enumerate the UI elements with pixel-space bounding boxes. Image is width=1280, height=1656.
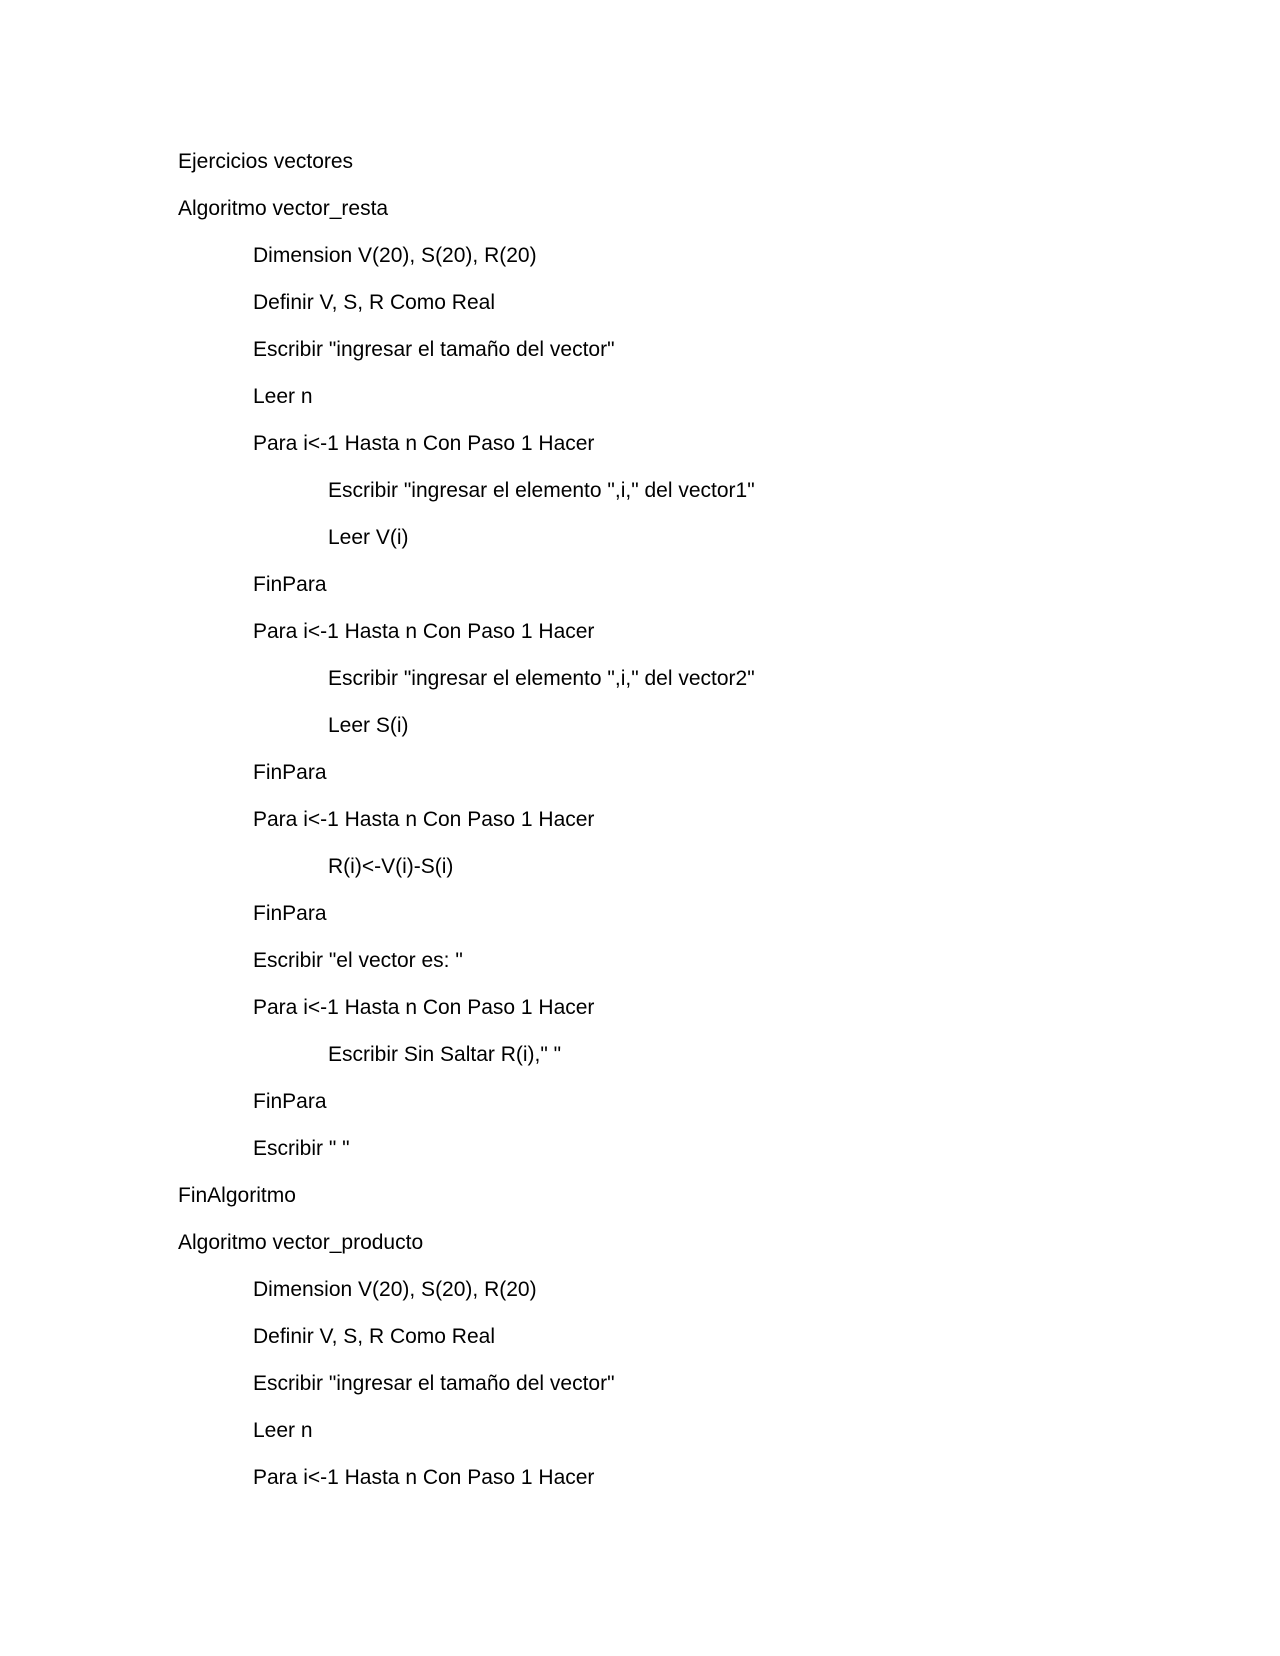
code-line: Para i<-1 Hasta n Con Paso 1 Hacer (253, 808, 595, 831)
document-title: Ejercicios vectores (178, 150, 354, 173)
code-line: Escribir " " (253, 1137, 350, 1160)
code-line: Para i<-1 Hasta n Con Paso 1 Hacer (253, 1466, 595, 1489)
code-line: FinPara (253, 761, 327, 784)
code-line: Definir V, S, R Como Real (253, 291, 495, 314)
code-line: Leer S(i) (328, 714, 409, 737)
code-line: R(i)<-V(i)-S(i) (328, 855, 454, 878)
code-line: Escribir Sin Saltar R(i)," " (328, 1043, 562, 1066)
code-line: Escribir "ingresar el tamaño del vector" (253, 338, 615, 361)
code-line: Para i<-1 Hasta n Con Paso 1 Hacer (253, 996, 595, 1019)
code-line: Dimension V(20), S(20), R(20) (253, 1278, 537, 1301)
code-line: Dimension V(20), S(20), R(20) (253, 244, 537, 267)
code-line: Algoritmo vector_producto (178, 1231, 424, 1254)
code-line: Algoritmo vector_resta (178, 197, 389, 220)
code-line: Leer V(i) (328, 526, 409, 549)
code-line: Escribir "el vector es: " (253, 949, 463, 972)
code-line: Para i<-1 Hasta n Con Paso 1 Hacer (253, 620, 595, 643)
code-line: Escribir "ingresar el tamaño del vector" (253, 1372, 615, 1395)
code-line: Escribir "ingresar el elemento ",i," del vector1" (328, 479, 755, 502)
code-line: FinPara (253, 902, 327, 925)
code-line: FinPara (253, 1090, 327, 1113)
code-line: FinPara (253, 573, 327, 596)
code-line: Escribir "ingresar el elemento ",i," del vector2" (328, 667, 755, 690)
code-line: FinAlgoritmo (178, 1184, 296, 1207)
code-line: Leer n (253, 1419, 313, 1442)
code-line: Leer n (253, 385, 313, 408)
code-line: Definir V, S, R Como Real (253, 1325, 495, 1348)
code-line: Para i<-1 Hasta n Con Paso 1 Hacer (253, 432, 595, 455)
